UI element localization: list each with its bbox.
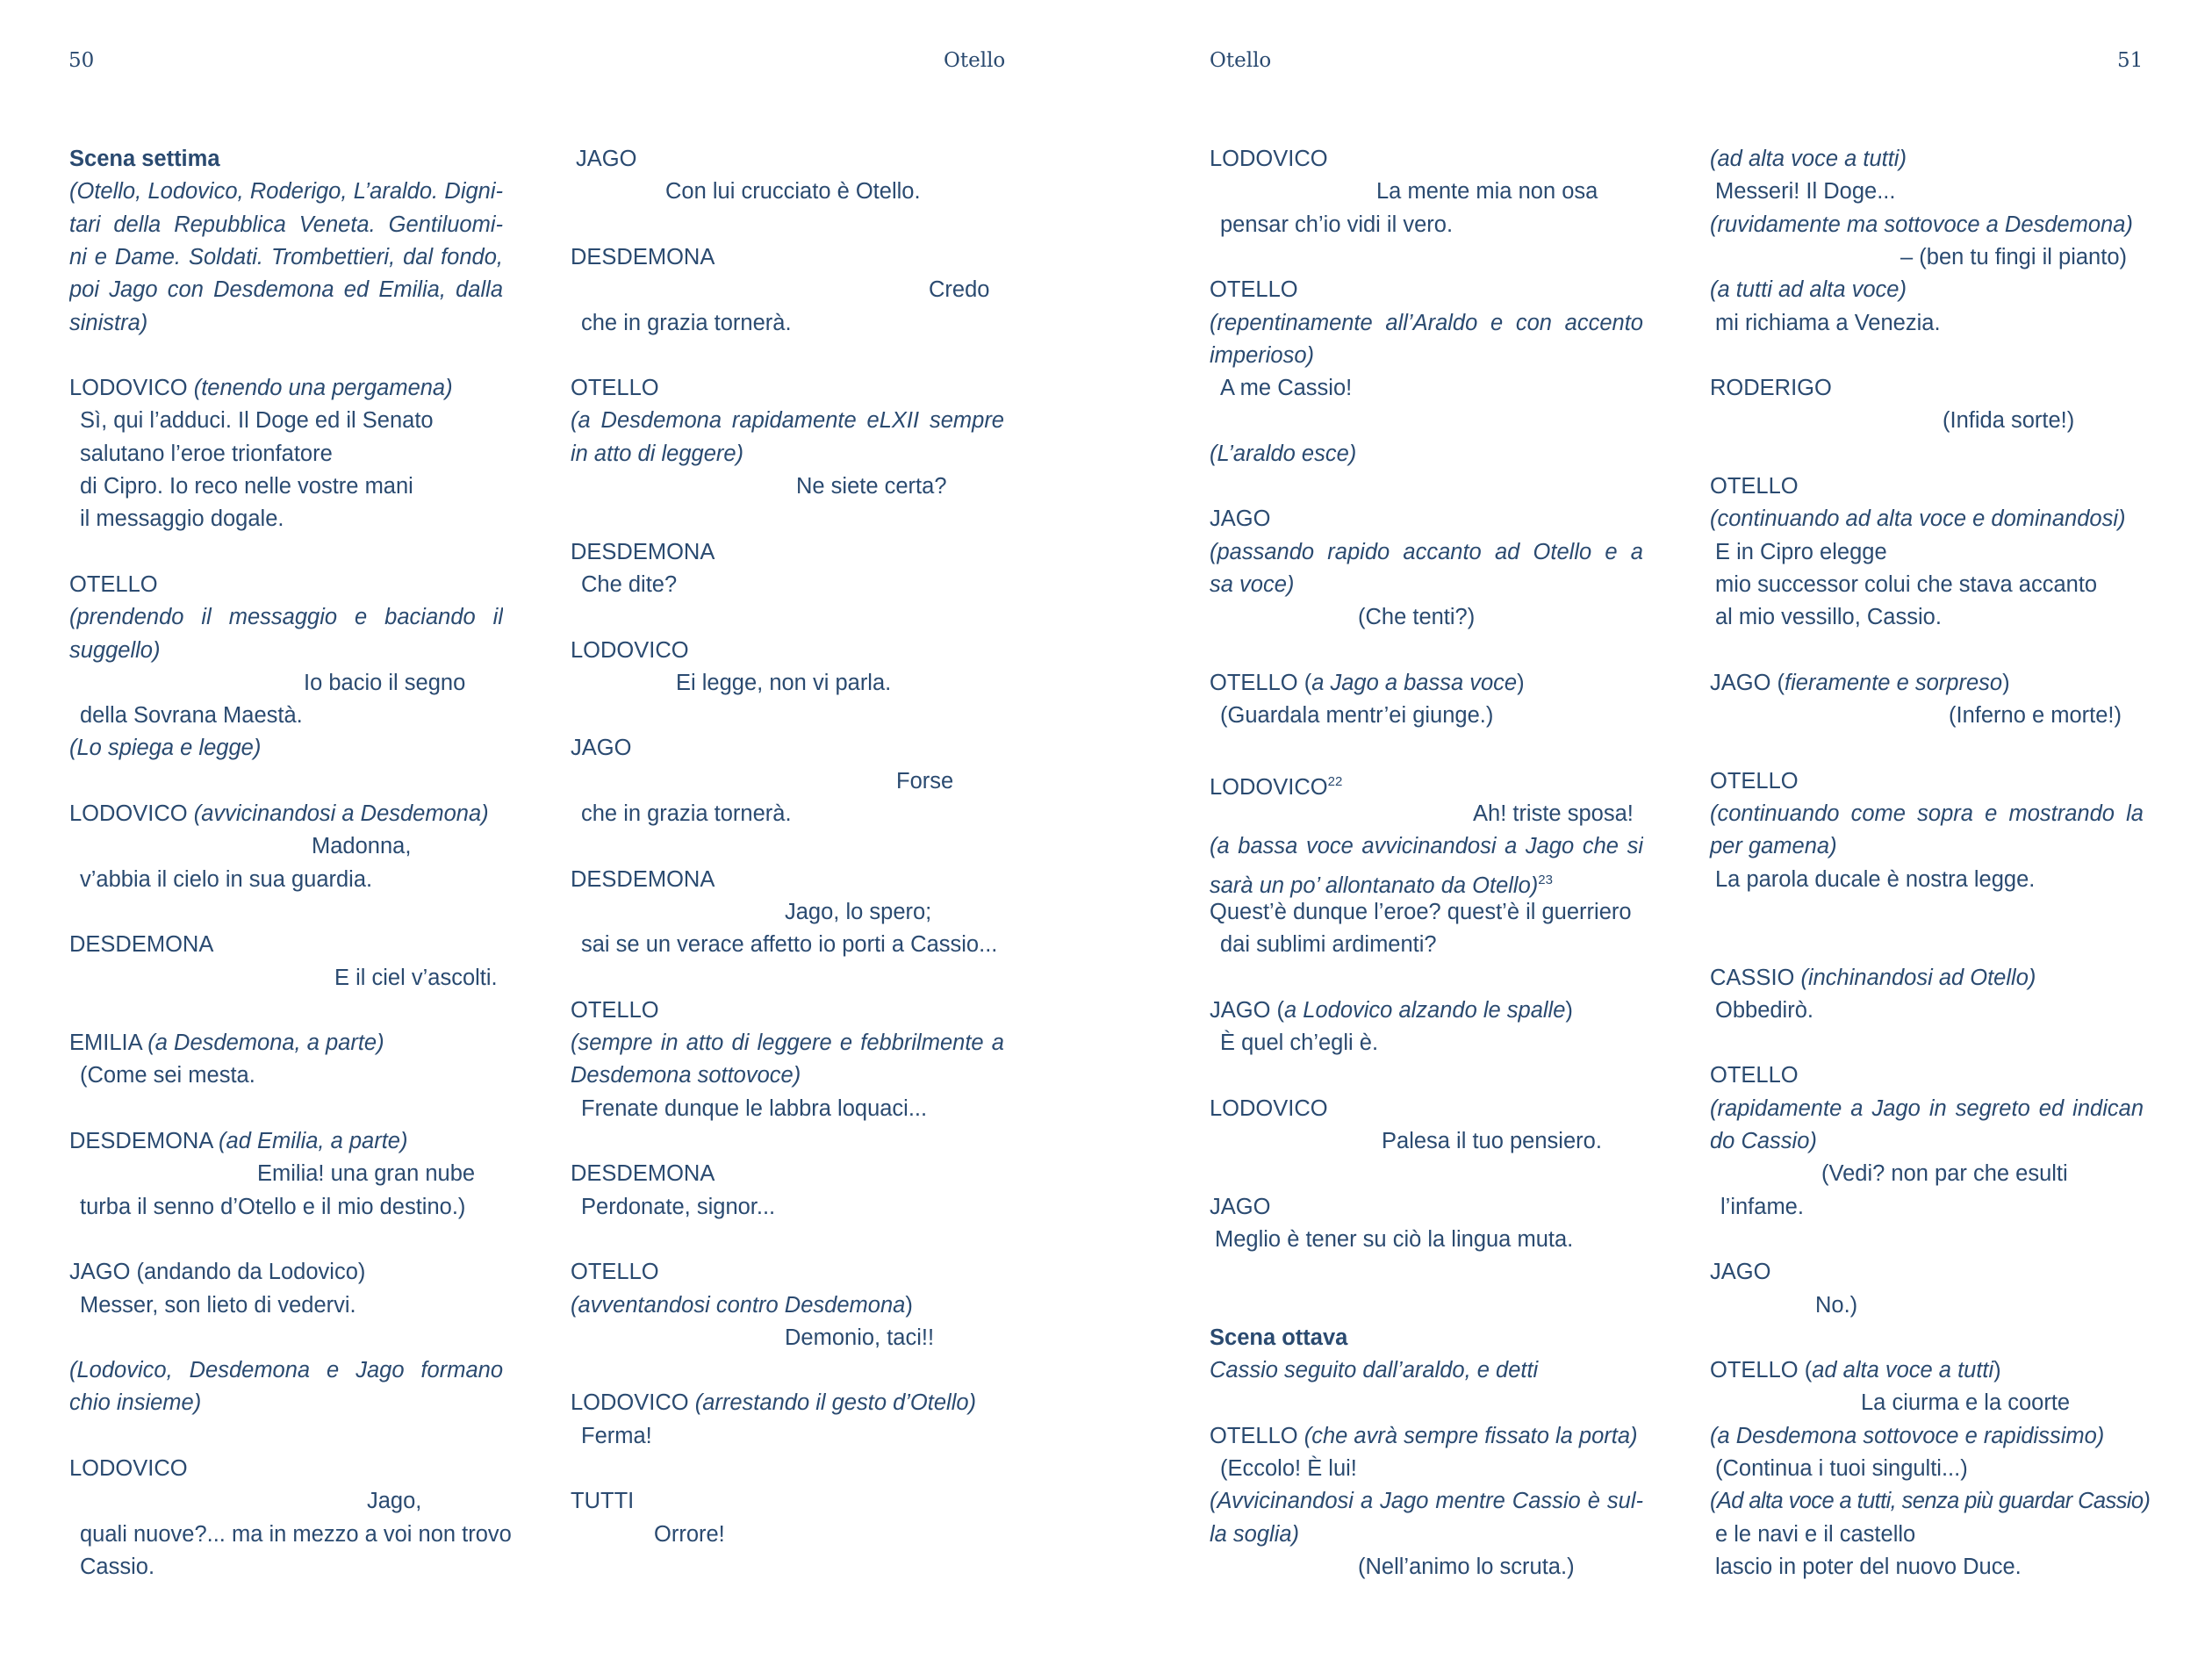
verse-line: Frenate dunque le labbra loquaci...	[581, 1095, 928, 1121]
stage-direction: (Lodovico, Desdemona e Jago formano	[69, 1358, 503, 1383]
left-page-number: 50	[68, 49, 95, 72]
verse-line: Ferma!	[581, 1423, 652, 1448]
column-4	[1710, 0, 2151, 1659]
verse-line: v’abbia il cielo in sua guardia.	[80, 866, 373, 892]
stage-direction: (avventandosi contro Desdemona	[571, 1292, 906, 1318]
stage-direction: (a Desdemona sottovoce e rapidissimo)	[1710, 1423, 2105, 1448]
speaker-name: LODOVICO	[1210, 1095, 1328, 1121]
speaker-line	[69, 1027, 384, 1059]
verse-line: Cassio.	[80, 1554, 155, 1579]
speaker-line	[69, 1125, 407, 1158]
speaker-name: LODOVICO	[1210, 774, 1328, 800]
stage-direction: (ad alta voce a tutti)	[1710, 147, 1907, 171]
verse-line: (Eccolo! È lui!	[1220, 1456, 1357, 1481]
speaker-line	[571, 1387, 976, 1419]
footnote-ref[interactable]: 23	[1538, 872, 1553, 887]
speaker-name: LODOVICO	[571, 637, 689, 663]
speaker-name: OTELLO	[571, 1260, 659, 1285]
right-page-number: 51	[2117, 49, 2144, 72]
stage-direction: (inchinandosi ad Otello)	[1800, 965, 2036, 990]
speaker-name: LODOVICO	[69, 801, 188, 826]
speaker-name: OTELLO	[1710, 474, 1799, 499]
stage-direction: Desdemona sottovoce)	[571, 1063, 801, 1088]
verse-line: Sì, qui l’adduci. Il Doge ed il Senato	[80, 408, 434, 434]
verse-line: La parola ducale è nostra legge.	[1715, 866, 2036, 892]
verse-line: Orrore!	[654, 1521, 725, 1547]
verse-line: Emilia! una gran nube	[257, 1161, 476, 1187]
speaker-line	[1210, 1420, 1638, 1453]
speaker-name: OTELLO	[1710, 1063, 1799, 1088]
speaker-name: CASSIO	[1710, 965, 1795, 990]
footnote-ref[interactable]: 22	[1327, 773, 1343, 789]
verse-line: salutano l’eroe trionfatore	[80, 441, 333, 466]
verse-line: pensar ch’io vidi il vero.	[1220, 212, 1454, 237]
speaker-name: LODOVICO	[69, 376, 188, 401]
verse-line: Ei legge, non vi parla.	[676, 670, 892, 695]
speaker-line: JAGO (andando da Lodovico)	[69, 1260, 366, 1285]
stage-direction: (ad Emilia, a parte)	[219, 1129, 408, 1153]
verse-line: Con lui crucciato è Otello.	[665, 179, 921, 205]
verse-line: (Vedi? non par che esulti	[1821, 1161, 2068, 1187]
verse-line: La mente mia non osa	[1376, 179, 1598, 205]
stage-direction: (che avrà sempre fissato la porta)	[1304, 1423, 1638, 1448]
speaker-name: OTELLO	[1210, 1423, 1298, 1448]
stage-direction: a Lodovico alzando le spalle	[1284, 997, 1566, 1023]
speaker-name: OTELLO (	[1710, 1358, 1813, 1383]
column-3	[1210, 0, 1647, 1659]
verse-line: il messaggio dogale.	[80, 506, 284, 532]
stage-direction: (Avvicinandosi a Jago mentre Cassio è sul-	[1210, 1489, 1643, 1514]
stage-direction: Cassio seguito dall’araldo, e detti	[1210, 1358, 1539, 1383]
speaker-name: EMILIA	[69, 1031, 142, 1056]
speaker-name: LODOVICO	[571, 1390, 689, 1416]
stage-direction: sarà un po’ allontanato da Otello)	[1210, 873, 1539, 898]
speaker-line	[1210, 667, 1525, 700]
verse-line: Che dite?	[581, 571, 678, 597]
stage-direction: sinistra)	[69, 310, 148, 335]
speaker-name: JAGO	[576, 147, 637, 171]
verse-line: Demonio, taci!!	[785, 1325, 935, 1350]
stage-direction: la soglia)	[1210, 1521, 1300, 1547]
speaker-name: LODOVICO	[1210, 147, 1328, 171]
speaker-name: DESDEMONA	[571, 244, 715, 269]
verse-line: mi richiama a Venezia.	[1715, 310, 1941, 335]
closing-paren: )	[905, 1292, 913, 1318]
speaker-name: DESDEMONA	[571, 1161, 715, 1187]
verse-line: Messeri! Il Doge...	[1715, 179, 1896, 205]
stage-direction: (continuando come sopra e mostrando la	[1710, 801, 2144, 826]
speaker-name: OTELLO	[69, 571, 158, 597]
speaker-name: DESDEMONA	[571, 866, 715, 892]
verse-line: Madonna,	[312, 834, 412, 859]
closing-paren: )	[1565, 997, 1573, 1023]
verse-line: Credo	[929, 277, 990, 303]
verse-line: Meglio è tener su ciò la lingua muta.	[1215, 1226, 1574, 1252]
verse-line: mio successor colui che stava accanto	[1715, 571, 2098, 597]
closing-paren: )	[2002, 670, 2010, 695]
speaker-name: DESDEMONA	[69, 1129, 212, 1153]
stage-direction: sa voce)	[1210, 571, 1295, 597]
verse-line: Palesa il tuo pensiero.	[1382, 1129, 1602, 1153]
stage-direction: (Ad alta voce a tutti, senza più guardar Cassio)	[1710, 1489, 2151, 1514]
verse-line: lascio in poter del nuovo Duce.	[1715, 1554, 2022, 1579]
stage-direction: fieramente e sorpreso	[1785, 670, 2003, 695]
scene-heading: Scena settima	[69, 147, 220, 171]
stage-direction: poi Jago con Desdemona ed Emilia, dalla	[69, 277, 503, 303]
verse-line: al mio vessillo, Cassio.	[1715, 605, 1942, 630]
verse-line: – (ben tu fingi il pianto)	[1900, 244, 2127, 269]
closing-paren: )	[1993, 1358, 2001, 1383]
stage-direction: (avvicinandosi a Desdemona)	[193, 801, 489, 826]
verse-line: l’infame.	[1720, 1194, 1804, 1219]
verse-line: (Come sei mesta.	[80, 1063, 255, 1088]
stage-direction: (sempre in atto di leggere e febbrilmente a	[571, 1031, 1004, 1056]
verse-line: E il ciel v’ascolti.	[334, 965, 498, 990]
stage-direction: ni e Dame. Soldati. Trombettieri, dal fondo,	[69, 244, 503, 269]
closing-paren: )	[1517, 670, 1525, 695]
speaker-name: JAGO (	[1210, 997, 1285, 1023]
stage-direction: (passando rapido accanto ad Otello e a	[1210, 539, 1643, 564]
column-1	[69, 0, 512, 1659]
stage-direction: (a tutti ad alta voce)	[1710, 277, 1907, 303]
stage-direction: chio insieme)	[69, 1390, 202, 1416]
verse-line: Ah! triste sposa!	[1473, 801, 1634, 826]
verse-line: Ne siete certa?	[796, 474, 947, 499]
verse-line: A me Cassio!	[1220, 376, 1353, 401]
speaker-line	[1710, 962, 2036, 995]
stage-direction: (Otello, Lodovico, Roderigo, L’araldo. Digni-	[69, 179, 503, 205]
left-running-title: Otello	[944, 49, 1006, 72]
verse-line: La ciurma e la coorte	[1861, 1390, 2071, 1416]
speaker-line	[69, 798, 489, 830]
speaker-name: OTELLO	[571, 376, 659, 401]
speaker-line	[1210, 995, 1573, 1027]
verse-line: che in grazia tornerà.	[581, 310, 792, 335]
stage-direction: (a Desdemona rapidamente eLXII sempre	[571, 408, 1004, 434]
speaker-line	[1710, 667, 2010, 700]
stage-direction: (arrestando il gesto d’Otello)	[694, 1390, 977, 1416]
stage-direction-line	[571, 1289, 913, 1322]
verse-line: Jago, lo spero;	[785, 899, 932, 924]
verse-line: Io bacio il segno	[304, 670, 466, 695]
stage-direction: (ruvidamente ma sottovoce a Desdemona)	[1710, 212, 2133, 237]
speaker-line	[69, 372, 453, 405]
right-running-title: Otello	[1210, 49, 1272, 72]
stage-direction: (a bassa voce avvicinandosi a Jago che si	[1210, 834, 1643, 859]
verse-line: (Guardala mentr’ei giunge.)	[1220, 703, 1494, 729]
stage-direction: (Lo spiega e legge)	[69, 736, 262, 761]
verse-line: Obbedirò.	[1715, 997, 1813, 1023]
stage-direction: (rapidamente a Jago in segreto ed indican	[1710, 1095, 2144, 1121]
stage-direction: do Cassio)	[1710, 1129, 1817, 1153]
speaker-name: OTELLO	[1710, 768, 1799, 794]
verse-line: Forse	[896, 768, 954, 794]
column-2	[571, 0, 1008, 1659]
verse-line: di Cipro. Io reco nelle vostre mani	[80, 474, 413, 499]
verse-line: e le navi e il castello	[1715, 1521, 1916, 1547]
stage-direction: (prendendo il messaggio e baciando il	[69, 605, 503, 630]
speaker-name: LODOVICO	[69, 1456, 188, 1481]
stage-direction: tari della Repubblica Veneta. Gentiluomi-	[69, 212, 503, 237]
verse-line: della Sovrana Maestà.	[80, 703, 303, 729]
stage-direction: a Jago a bassa voce	[1311, 670, 1518, 695]
verse-line: E in Cipro elegge	[1715, 539, 1887, 564]
verse-line: (Che tenti?)	[1358, 605, 1476, 630]
verse-line: che in grazia tornerà.	[581, 801, 792, 826]
stage-direction: (a Desdemona, a parte)	[147, 1031, 384, 1056]
speaker-name: JAGO	[1710, 1260, 1771, 1285]
stage-direction: (L’araldo esce)	[1210, 441, 1357, 466]
speaker-name: DESDEMONA	[69, 932, 214, 958]
stage-direction: suggello)	[69, 637, 161, 663]
verse-line: Jago,	[367, 1489, 422, 1514]
verse-line: (Continua i tuoi singulti...)	[1715, 1456, 1968, 1481]
stage-direction: per gamena)	[1710, 834, 1837, 859]
speaker-name: TUTTI	[571, 1489, 635, 1514]
speaker-name: DESDEMONA	[571, 539, 715, 564]
verse-line: (Infida sorte!)	[1943, 408, 2075, 434]
verse-line: sai se un verace affetto io porti a Cassio...	[581, 932, 998, 958]
scene-heading: Scena ottava	[1210, 1325, 1348, 1350]
speaker-name: OTELLO	[1210, 277, 1298, 303]
verse-line: quali nuove?... ma in mezzo a voi non trovo	[80, 1521, 512, 1547]
verse-line: (Nell’animo lo scruta.)	[1358, 1554, 1575, 1579]
verse-line: Messer, son lieto di vedervi.	[80, 1292, 356, 1318]
verse-line: (Inferno e morte!)	[1949, 703, 2122, 729]
verse-line: Perdonate, signor...	[581, 1194, 776, 1219]
stage-direction-line	[1210, 864, 1553, 896]
verse-line: No.)	[1815, 1292, 1858, 1318]
speaker-name: OTELLO	[571, 997, 659, 1023]
stage-direction: (tenendo una pergamena)	[193, 376, 453, 401]
speaker-name: RODERIGO	[1710, 376, 1832, 401]
stage-direction: in atto di leggere)	[571, 441, 744, 466]
speaker-name: OTELLO (	[1210, 670, 1312, 695]
verse-line: Quest’è dunque l’eroe? quest’è il guerriero	[1210, 899, 1632, 924]
stage-direction: imperioso)	[1210, 342, 1315, 368]
speaker-name: JAGO	[1210, 506, 1271, 532]
verse-line: È quel ch’egli è.	[1220, 1031, 1379, 1056]
stage-direction: (continuando ad alta voce e dominandosi)	[1710, 506, 2126, 532]
stage-direction: ad alta voce a tutti	[1812, 1358, 1994, 1383]
speaker-line	[1710, 1354, 2001, 1387]
stage-direction: (repentinamente all’Araldo e con accento	[1210, 310, 1643, 335]
speaker-name: JAGO (	[1710, 670, 1785, 695]
speaker-name: JAGO	[571, 736, 632, 761]
speaker-name: JAGO	[1210, 1194, 1271, 1219]
verse-line: turba il senno d’Otello e il mio destino.)	[80, 1194, 466, 1219]
verse-line: dai sublimi ardimenti?	[1220, 932, 1437, 958]
speaker-line	[1210, 765, 1342, 798]
